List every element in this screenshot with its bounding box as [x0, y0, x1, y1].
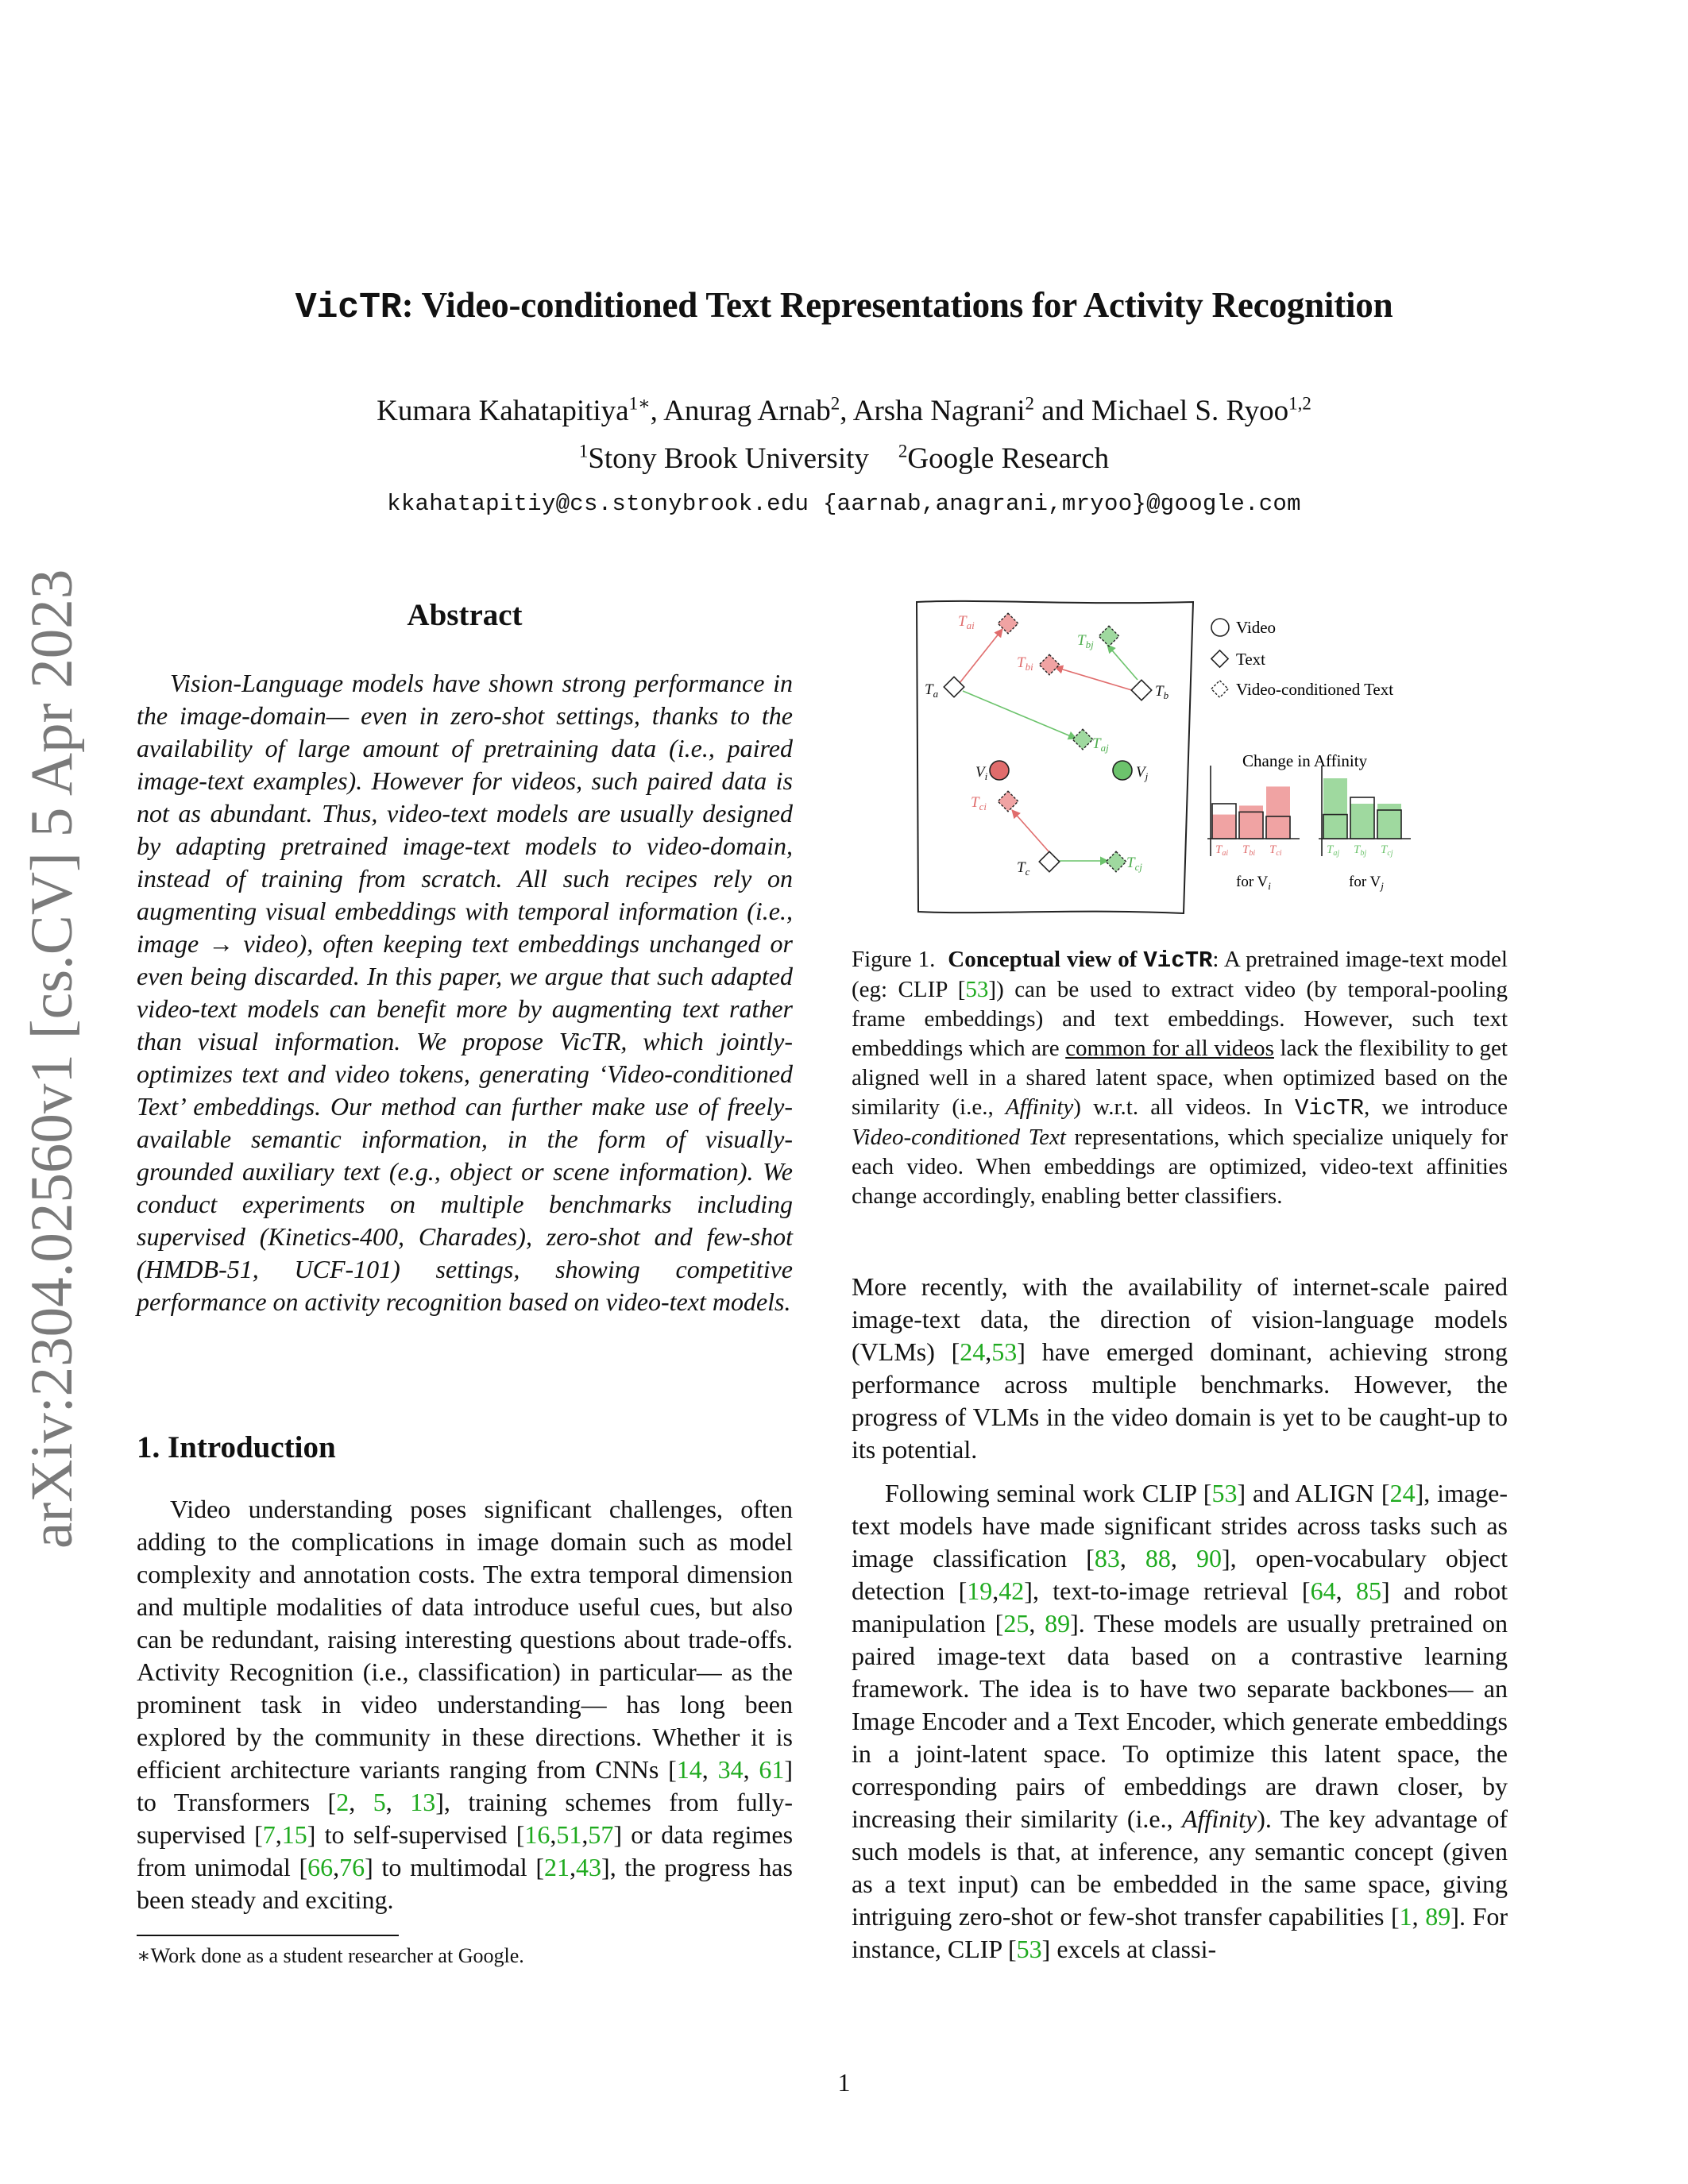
citation-link[interactable]: 24 — [1389, 1479, 1416, 1507]
citation-link[interactable]: 57 — [588, 1820, 614, 1849]
caption-italic: Video-conditioned Text — [852, 1125, 1066, 1150]
label-ta: $T_a$ — [925, 681, 939, 700]
text-run: : A pretrained image-text model (eg: CLIP [ — [852, 947, 1508, 1002]
text-run: ) w.r.t. all videos. In — [1073, 1094, 1295, 1120]
affinity-for-vj: for $V_j$ — [1349, 874, 1384, 892]
intro-paragraph: Video understanding poses significant challenges, often adding to the complications in image domain such as model complexity and annotation costs. The extra temporal dimension and multiple modalities of data introduce useful cues, but also can be redundant, raising interesting questions about trade-offs. Activity Recognition (i.e., classification) in particular— as the prominent task in video understanding— has long been explored by the community in these directions. Whether it is efficient architecture variants ranging from CNNs [14, 34, 61] to Transformers [2, 5, 13], training schemes from fully-supervised [7,15] to self-supervised [16,51,57] or data regimes from unimodal [66,76] to multimodal [21,43], the progress has been steady and exciting. — [137, 1495, 794, 1914]
author-emails: kkahatapitiy@cs.stonybrook.edu {aarnab,anagrani,mryoo}@google.com — [387, 491, 1301, 517]
right-column-body — [852, 1271, 1508, 1966]
footnote: ∗Work done as a student researcher at Google. — [137, 1944, 524, 1967]
affinity-bar-after-vj-0 — [1323, 778, 1347, 839]
affiliation-list — [0, 442, 1688, 476]
figure-caption — [852, 945, 1508, 1211]
citation-link[interactable]: 16 — [524, 1820, 550, 1849]
text-run: ], the progress has been steady and exciting. — [137, 1853, 794, 1914]
footnote-rule — [137, 1935, 399, 1936]
text-run: ] to multimodal [ — [365, 1853, 545, 1881]
label-tai: $T_{ai}$ — [958, 613, 975, 631]
label-tb: $T_b$ — [1155, 683, 1169, 701]
text-run: More recently, with the availability of internet-scale paired image-text data, the direction of vision-language models (VLMs) [ — [852, 1272, 1508, 1366]
legend-text-icon — [1211, 650, 1228, 667]
citation-link[interactable]: 76 — [339, 1853, 365, 1881]
arxiv-identifier: arXiv:2304.02560v1 [cs.CV] 5 Apr 2023 — [19, 569, 85, 1549]
citation-link[interactable]: 66 — [307, 1853, 334, 1881]
caption-underline: common for all videos — [1065, 1036, 1274, 1061]
author-affiliation-mark: 2 — [1025, 393, 1034, 414]
caption-italic: Affinity — [1005, 1094, 1074, 1120]
citation-link[interactable]: 89 — [1425, 1902, 1451, 1931]
affinity-bar-after-vi-1 — [1239, 805, 1263, 839]
text-run: ] and ALIGN [ — [1237, 1479, 1390, 1507]
caption-label: Figure 1. — [852, 947, 936, 972]
caption-method: VicTR — [1294, 1095, 1364, 1121]
text-run: ]. For instance, CLIP [ — [852, 1902, 1508, 1963]
citation-link[interactable]: 85 — [1355, 1576, 1381, 1605]
author-affiliation-mark: 1∗ — [628, 393, 651, 414]
affinity-bar-after-vi-0 — [1212, 815, 1236, 839]
citation-link[interactable]: 51 — [556, 1820, 582, 1849]
legend-text-label: Text — [1236, 650, 1266, 669]
body-paragraph: Following seminal work CLIP [53] and ALIGN [24], image-text models have made significant strides across tasks such as image classification [83, 88, 90], open-vocabulary object detection [19,42], text-to-image retrieval [64, 85] and robot manipulation [25, 89]. These models are usually pretrained on paired image-text data based on a contrastive learning framework. The idea is to have two separate backbones— an Image Encoder and a Text Encoder, which generate embeddings in a joint-latent space. To optimize this latent space, the corresponding pairs of embeddings are drawn closer, by increasing their similarity (i.e., Affinity). The key advantage of such models is that, at inference, any semantic concept (given as a text input) can be embedded in the same space, giving intriguing zero-shot or few-shot transfer capabilities [1, 89]. For instance, CLIP [53] excels at classi- — [852, 1479, 1508, 1963]
affinity-bar-after-vj-2 — [1377, 804, 1401, 839]
author-affiliation-mark: 2 — [830, 393, 840, 414]
text-run: Video understanding poses significant challenges, often adding to the complications in image domain such as model complexity and annotation costs. The extra temporal dimension and multiple modalities of data introduce useful cues, but also can be redundant, raising interesting questions about trade-offs. Activity Recognition (i.e., classification) in particular— as the prominent task in video understanding— has long been explored by the community in these directions. Whether it is efficient architecture variants ranging from CNNs [ — [137, 1495, 793, 1784]
citation-link[interactable]: 53 — [991, 1337, 1018, 1366]
affiliation-mark: 1 — [578, 441, 589, 461]
affiliation-name: Stony Brook University — [588, 442, 869, 475]
citation-link[interactable]: 14 — [676, 1755, 702, 1784]
affinity-bar-after-vj-1 — [1350, 804, 1374, 839]
text-run: ] excels at classi- — [1041, 1935, 1217, 1963]
legend-vct-icon — [1211, 681, 1228, 697]
citation-link[interactable]: 2 — [336, 1788, 350, 1816]
citation-link[interactable]: 15 — [281, 1820, 307, 1849]
label-tcj: $T_{cj}$ — [1126, 855, 1142, 873]
affinity-bar-label-vi-2: $T_{ci}$ — [1269, 843, 1282, 858]
citation-link[interactable]: 64 — [1310, 1576, 1336, 1605]
label-tbi: $T_{bi}$ — [1017, 654, 1033, 673]
citation-link[interactable]: 88 — [1145, 1544, 1171, 1572]
label-vi: $V_i$ — [975, 764, 988, 782]
page-number: 1 — [837, 2068, 851, 2097]
text-run: , we introduce — [1364, 1094, 1508, 1120]
citation-link[interactable]: 43 — [576, 1853, 602, 1881]
affinity-bar-label-vj-0: $T_{aj}$ — [1327, 843, 1340, 858]
label-tbj: $T_{bj}$ — [1077, 632, 1094, 650]
author-affiliation-mark: 1,2 — [1288, 393, 1311, 414]
affinity-title: Change in Affinity — [1242, 751, 1368, 770]
affinity-bar-label-vi-1: $T_{bi}$ — [1242, 843, 1256, 858]
text-run: ] have emerged dominant, achieving strong performance across multiple benchmarks. However, the progress of VLMs in the video domain is yet to be caught-up to its potential. — [852, 1337, 1508, 1464]
author-name: Michael S. Ryoo — [1091, 395, 1289, 427]
text-run: ], training schemes from fully-supervised [ — [137, 1788, 794, 1849]
text-run: ]) can be used to extract video (by temporal-pooling frame embeddings) and text embeddings. However, such text embeddings which are — [852, 977, 1508, 1061]
caption-method: VicTR — [1143, 947, 1213, 974]
citation-link[interactable]: 90 — [1196, 1544, 1222, 1572]
affiliation-mark: 2 — [898, 441, 908, 461]
abstract-text: Vision-Language models have shown strong performance in the image-domain— even in zero-shot settings, thanks to the availability of large amount of pretraining data (i.e., paired image-text examples). However for videos, such paired data is not as abundant. Thus, video-text models are usually designed by adapting pretrained image-text models to video-domain, instead of training from scratch. All such recipes rely on augmenting visual embeddings with temporal information (i.e., image → video), often keeping text embeddings unchanged or even being discarded. In this paper, we argue that such adapted video-text models can benefit more by augmenting text rather than visual information. We propose VicTR, which jointly-optimizes text and video tokens, generating ‘Video-conditioned Text’ embeddings. Our method can further make use of freely-available semantic information, in the form of visually-grounded auxiliary text (e.g., object or scene information). We conduct experiments on multiple benchmarks including supervised (Kinetics-400, Charades), zero-shot and few-shot (HMDB-51, UCF-101) settings, showing competitive performance on activity recognition based on video-text models. — [137, 669, 793, 1316]
text-run: ], image-text models have made significant strides across tasks such as image classification [ — [852, 1479, 1508, 1572]
citation-link[interactable]: 53 — [1016, 1935, 1042, 1963]
affinity-bars — [1207, 766, 1411, 858]
text-run: ] to Transformers [ — [137, 1755, 794, 1816]
citation-link[interactable]: 7 — [262, 1820, 276, 1849]
citation-link[interactable]: 53 — [1211, 1479, 1238, 1507]
citation-link[interactable]: 5 — [373, 1788, 386, 1816]
body-italic: Affinity — [1181, 1804, 1257, 1833]
text-run: ], open-vocabulary object detection [ — [852, 1544, 1508, 1605]
title-method-name: VicTR — [295, 287, 402, 328]
text-run: representations, which specialize uniquely for each video. When embeddings are optimized, video-text affinities change accordingly, enabling better classifiers. — [852, 1125, 1508, 1209]
text-run: ] or data regimes from unimodal [ — [137, 1820, 794, 1881]
citation-link[interactable]: 21 — [544, 1853, 570, 1881]
author-name: Arsha Nagrani — [852, 395, 1026, 427]
citation-link[interactable]: 24 — [960, 1337, 986, 1366]
citation-link[interactable]: 53 — [965, 977, 989, 1002]
text-run: lack the flexibility to get aligned well in a shared latent space, when optimized based on the similarity (i.e., — [852, 1036, 1508, 1120]
intro-heading: 1. Introduction — [137, 1430, 336, 1464]
citation-link[interactable]: 61 — [759, 1755, 785, 1784]
abstract-heading: Abstract — [407, 598, 523, 632]
affinity-bar-after-vi-2 — [1266, 786, 1290, 839]
affinity-bar-label-vj-2: $T_{cj}$ — [1381, 843, 1393, 858]
text-run: ]. These models are usually pretrained on paired image-text data based on a contrastive learning framework. The idea is to have two separate backbones— an Image Encoder and a Text Encoder, which generate embeddings in a joint-latent space. To optimize this latent space, the corresponding pairs of embeddings are drawn closer, by increasing their similarity (i.e., — [852, 1609, 1508, 1833]
figure-1 — [914, 597, 1485, 915]
author-list: Kumara Kahatapitiya$^{1∗}$, Anurag Arnab$^2$, Arsha Nagrani$^2$ and Michael S. Ryoo$^{1,2}$ — [377, 393, 1311, 427]
author-name: Anurag Arnab — [663, 395, 831, 427]
text-run: Following seminal work CLIP [ — [885, 1479, 1212, 1507]
affinity-bar-label-vi-0: $T_{ai}$ — [1215, 843, 1229, 858]
title-rest: : Video-conditioned Text Representations for Activity Recognition — [401, 285, 1393, 325]
intro-body — [137, 1493, 793, 1916]
node-vi — [990, 761, 1009, 780]
text-run: ] to self-supervised [ — [307, 1820, 525, 1849]
caption-bold: Conceptual view of — [948, 947, 1138, 972]
label-tc: $T_c$ — [1017, 859, 1030, 878]
citation-link[interactable]: 1 — [1399, 1902, 1412, 1931]
citation-link[interactable]: 83 — [1094, 1544, 1120, 1572]
text-run: ] and robot manipulation [ — [852, 1576, 1508, 1638]
affiliation-name: Google Research — [907, 442, 1110, 475]
citation-link[interactable]: 89 — [1045, 1609, 1071, 1638]
text-run: ], text-to-image retrieval [ — [1024, 1576, 1311, 1605]
text-run: ). The key advantage of such models is that, at inference, any semantic concept (given as a text input) can be embedded in the same space, giving intriguing zero-shot or few-shot transfer capabilities [ — [852, 1804, 1508, 1931]
body-paragraph: More recently, with the availability of internet-scale paired image-text data, the direction of vision-language models (VLMs) [24,53] have emerged dominant, achieving strong performance across multiple benchmarks. However, the progress of VLMs in the video domain is yet to be caught-up to its potential. — [852, 1272, 1508, 1464]
citation-link[interactable]: 13 — [410, 1788, 436, 1816]
citation-link[interactable]: 19 — [967, 1576, 993, 1605]
author-name: Kumara Kahatapitiya — [377, 395, 629, 427]
citation-link[interactable]: 42 — [999, 1576, 1025, 1605]
legend-video-label: Video — [1236, 618, 1277, 637]
label-vj: $V_j$ — [1136, 764, 1149, 782]
citation-link[interactable]: 34 — [717, 1755, 744, 1784]
paper-title — [0, 284, 1688, 328]
label-taj: $T_{aj}$ — [1092, 735, 1109, 754]
legend-vct-label: Video-conditioned Text — [1236, 680, 1394, 699]
label-tci: $T_{ci}$ — [971, 794, 987, 812]
affinity-bar-label-vj-1: $T_{bj}$ — [1354, 843, 1367, 858]
node-vj — [1113, 761, 1132, 780]
citation-link[interactable]: 25 — [1003, 1609, 1029, 1638]
legend-video-icon — [1211, 619, 1229, 636]
affinity-for-vi: for $V_i$ — [1236, 874, 1271, 892]
